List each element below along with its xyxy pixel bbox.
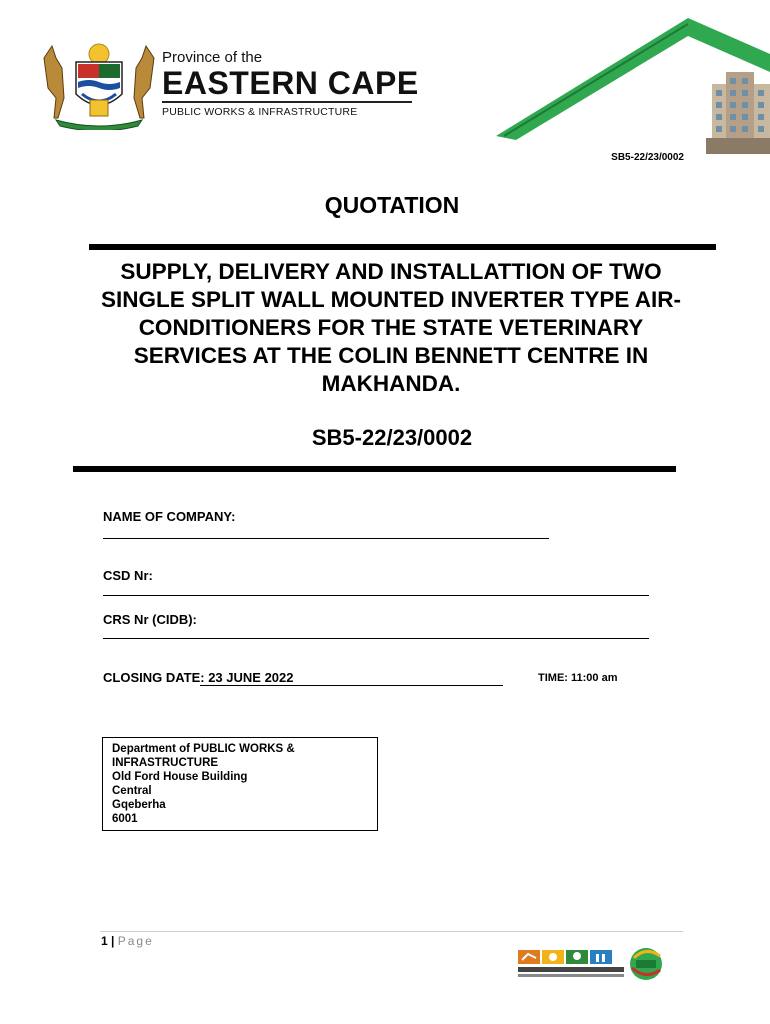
- logo-department-name: PUBLIC WORKS & INFRASTRUCTURE: [162, 106, 358, 118]
- delivery-address-box: [102, 737, 378, 831]
- logo-province-name: EASTERN CAPE: [162, 65, 419, 101]
- address-line: INFRASTRUCTURE: [112, 757, 219, 769]
- footer-divider: [100, 931, 683, 932]
- page-number: 1: [101, 934, 108, 948]
- address-line: Gqeberha: [112, 799, 166, 811]
- address-line: Department of PUBLIC WORKS &: [112, 743, 295, 755]
- csd-number-label: CSD Nr:: [103, 568, 153, 583]
- closing-date-value: : 23 JUNE 2022: [200, 670, 503, 686]
- page-separator: |: [111, 934, 115, 948]
- page-word: Page: [117, 934, 154, 948]
- closing-date-label: CLOSING DATE: [103, 670, 201, 685]
- coat-of-arms-icon: [34, 38, 164, 130]
- document-heading: QUOTATION: [324, 192, 460, 218]
- logo-province-line: Province of the: [162, 49, 263, 66]
- address-line: Old Ford House Building: [112, 771, 248, 783]
- closing-date-row: [103, 670, 503, 686]
- project-title: SUPPLY, DELIVERY AND INSTALLATTION OF TWO SINGLE SPLIT WALL MOUNTED INVERTER TYPE AIR-CONDITIONERS FOR THE STATE VETERINARY SERVICES AT THE COLIN BENNETT CENTRE IN MAKHANDA.: [100, 259, 682, 396]
- address-line: Central: [112, 785, 152, 797]
- document-reference-top: SB5-22/23/0002: [611, 152, 684, 163]
- heading-divider: [89, 244, 716, 250]
- logo-divider: [162, 101, 412, 103]
- reference-number: SB5-22/23/0002: [311, 425, 473, 450]
- department-logo-text: [162, 50, 419, 118]
- closing-time: TIME: 11:00 am: [538, 672, 618, 684]
- company-name-field[interactable]: [103, 538, 549, 539]
- crs-number-field[interactable]: [103, 638, 649, 639]
- building-corner-graphic: [490, 14, 770, 154]
- reference-divider: [73, 466, 676, 472]
- page-number-footer: [101, 934, 154, 948]
- crs-number-label: CRS Nr (CIDB):: [103, 612, 197, 627]
- address-line: 6001: [112, 813, 138, 825]
- epwp-ndp-logo-icon: [518, 946, 666, 982]
- csd-number-field[interactable]: [103, 595, 649, 596]
- company-name-label: NAME OF COMPANY:: [103, 509, 236, 524]
